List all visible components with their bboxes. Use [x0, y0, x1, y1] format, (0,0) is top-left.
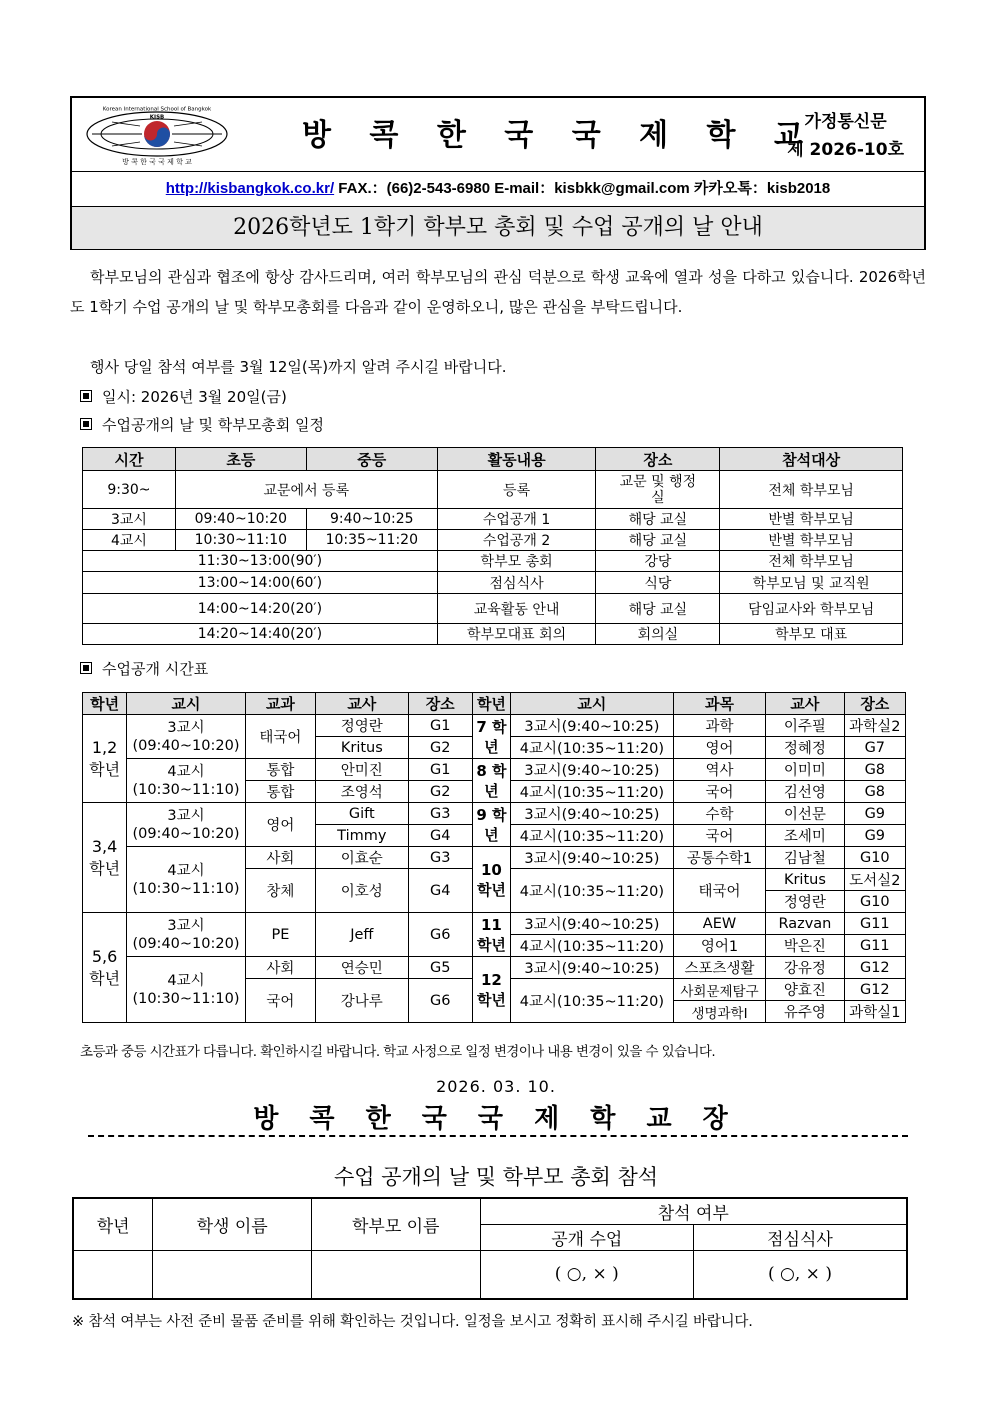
room-cell: G11 — [844, 935, 905, 957]
contact-info: FAX.：(66)2-543-6980 E-mail：kisbkk@gmail.com 카카오톡：kisb2018 — [334, 180, 831, 197]
header-cell: 교사 — [316, 693, 408, 715]
header-cell: 시간 — [83, 448, 176, 471]
header-cell: 초등 — [175, 448, 306, 471]
subject-cell: 사회문제탐구 — [673, 979, 765, 1001]
room-cell: G12 — [844, 979, 905, 1001]
header-cell: 교사 — [766, 693, 844, 715]
contact-row — [72, 172, 924, 207]
grade-cell: 9 학년 — [472, 803, 510, 847]
parent-name-header: 학부모 이름 — [311, 1198, 480, 1251]
teacher-cell: 박은진 — [766, 935, 844, 957]
time-cell: 11:30~13:00(90′) — [83, 551, 438, 572]
schedule-heading: 수업공개의 날 및 학부모총회 일정 — [102, 416, 324, 434]
grade-cell: 1,2 학년 — [83, 715, 127, 803]
grade-cell: 10 학년 — [472, 847, 510, 913]
teacher-cell: Kritus — [766, 869, 844, 891]
teacher-cell: 김선영 — [766, 781, 844, 803]
subject-cell: 영어 — [673, 737, 765, 759]
room-cell: G2 — [408, 737, 472, 759]
time-cell: 13:00~14:00(60′) — [83, 572, 438, 594]
period-cell: 4교시(10:35~11:20) — [511, 935, 674, 957]
teacher-cell: Kritus — [316, 737, 408, 759]
logo-text-bottom: 방 콕 한 국 국 제 학 교 — [122, 158, 192, 166]
elem-time-cell: 10:30~11:10 — [175, 530, 306, 551]
teacher-cell: 김남철 — [766, 847, 844, 869]
subject-cell: 태국어 — [245, 715, 315, 759]
newsletter-label-block — [787, 108, 904, 164]
letterhead — [70, 96, 926, 250]
subject-cell: 역사 — [673, 759, 765, 781]
period-cell: 4교시(10:35~11:20) — [511, 781, 674, 803]
target-cell: 전체 학부모님 — [720, 551, 903, 572]
room-cell: G5 — [408, 957, 472, 979]
room-cell: G7 — [844, 737, 905, 759]
elem-time-cell: 09:40~10:20 — [175, 509, 306, 530]
subject-cell: PE — [245, 913, 315, 957]
student-name-field[interactable] — [153, 1251, 312, 1299]
teacher-cell: 정혜정 — [766, 737, 844, 759]
teacher-cell: 조영석 — [316, 781, 408, 803]
teacher-cell: 정영란 — [316, 715, 408, 737]
teacher-cell: 이효순 — [316, 847, 408, 869]
period-cell: 3교시(9:40~10:25) — [511, 715, 674, 737]
timetable-heading: 수업공개 시간표 — [102, 660, 209, 678]
room-cell: 과학실2 — [844, 715, 905, 737]
header-cell: 과목 — [673, 693, 765, 715]
header-cell: 교시 — [127, 693, 246, 715]
target-cell: 담임교사와 학부모님 — [720, 594, 903, 624]
teacher-cell: Jeff — [316, 913, 408, 957]
issue-number: 제 2026-10호 — [787, 140, 904, 160]
footnote: ※ 참석 여부는 사전 준비 물품 준비를 위해 확인하는 것입니다. 일정을 보시고 정확히 표시해 주시길 바랍니다. — [72, 1314, 753, 1330]
subject-cell: 영어1 — [673, 935, 765, 957]
letterhead-top-row — [72, 98, 924, 172]
logo-text-mid: KISB — [149, 114, 165, 121]
subject-cell: 태국어 — [673, 869, 765, 913]
table-row — [83, 594, 903, 624]
square-bullet-icon — [80, 418, 92, 430]
teacher-cell: 강나루 — [316, 979, 408, 1023]
period-cell: 4교시 (10:30~11:10) — [127, 957, 246, 1023]
issue-date: 2026. 03. 10. — [436, 1077, 556, 1096]
mid-time-cell: 10:35~11:20 — [306, 530, 437, 551]
table-row — [83, 471, 903, 509]
header-cell: 학년 — [83, 693, 127, 715]
room-cell: G4 — [408, 869, 472, 913]
subject-cell: 사회 — [245, 957, 315, 979]
attendance-form-title: 수업 공개의 날 및 학부모 총회 참석 — [333, 1165, 659, 1189]
cut-line — [88, 1135, 908, 1137]
header-cell: 장소 — [844, 693, 905, 715]
subject-cell: 스포츠생활 — [673, 957, 765, 979]
teacher-cell: Razvan — [766, 913, 844, 935]
timetable-section-heading — [80, 659, 208, 679]
table-row — [83, 572, 903, 594]
place-cell: 식당 — [596, 572, 720, 594]
room-cell: G1 — [408, 759, 472, 781]
period-cell: 4교시 (10:30~11:10) — [127, 759, 246, 803]
activity-cell: 등록 — [437, 471, 596, 509]
timetable-header-row — [83, 693, 906, 715]
subject-cell: 영어 — [245, 803, 315, 847]
grade-cell: 8 학년 — [472, 759, 510, 803]
subject-cell: AEW — [673, 913, 765, 935]
lunch-choice[interactable]: ( ○, × ) — [693, 1251, 907, 1299]
website-link[interactable]: http://kisbangkok.co.kr/ — [165, 180, 335, 197]
period-cell: 4교시(10:35~11:20) — [511, 825, 674, 847]
time-cell: 14:20~14:40(20′) — [83, 624, 438, 645]
time-cell: 3교시 — [83, 509, 176, 530]
table-row — [83, 803, 906, 825]
table-row — [83, 715, 906, 737]
teacher-cell: 강유정 — [766, 957, 844, 979]
grade-cell: 3,4 학년 — [83, 803, 127, 913]
header-cell: 학년 — [472, 693, 510, 715]
room-cell: G8 — [844, 759, 905, 781]
period-cell: 3교시(9:40~10:25) — [511, 803, 674, 825]
table-row — [83, 530, 903, 551]
teacher-cell: 안미진 — [316, 759, 408, 781]
grade-cell: 11 학년 — [472, 913, 510, 957]
room-cell: G9 — [844, 803, 905, 825]
header-cell: 장소 — [596, 448, 720, 471]
attendance-header: 참석 여부 — [480, 1198, 907, 1225]
lunch-header: 점심식사 — [693, 1225, 907, 1251]
header-cell: 활동내용 — [437, 448, 596, 471]
activity-cell: 수업공개 1 — [437, 509, 596, 530]
grade-header: 학년 — [73, 1198, 153, 1251]
attendance-header-row — [73, 1198, 907, 1225]
room-cell: G8 — [844, 781, 905, 803]
teacher-cell: 이주필 — [766, 715, 844, 737]
target-cell: 반별 학부모님 — [720, 530, 903, 551]
subject-cell: 국어 — [673, 825, 765, 847]
school-logo-icon — [82, 104, 232, 166]
target-cell: 전체 학부모님 — [720, 471, 903, 509]
letter-title: 2026학년도 1학기 학부모 총회 및 수업 공개의 날 안내 — [72, 207, 924, 249]
teacher-cell: Timmy — [316, 825, 408, 847]
period-cell: 3교시(9:40~10:25) — [511, 913, 674, 935]
logo-text-top: Korean International School of Bangkok — [102, 106, 212, 113]
header-cell: 장소 — [408, 693, 472, 715]
place-cell: 강당 — [596, 551, 720, 572]
event-date: 일시: 2026년 3월 20일(금) — [102, 388, 287, 406]
attendance-entry-row — [73, 1251, 907, 1299]
table-row — [83, 957, 906, 979]
date-section — [80, 387, 287, 407]
schedule-note: 초등과 중등 시간표가 다릅니다. 확인하시길 바랍니다. 학교 사정으로 일정 변경이나 내용 변경이 있을 수 있습니다. — [80, 1044, 716, 1060]
target-cell: 학부모 대표 — [720, 624, 903, 645]
subject-cell: 통합 — [245, 759, 315, 781]
schedule-section-heading — [80, 415, 324, 435]
student-name-header: 학생 이름 — [153, 1198, 312, 1251]
time-cell: 9:30~ — [83, 471, 176, 509]
time-cell: 4교시 — [83, 530, 176, 551]
period-cell: 3교시 (09:40~10:20) — [127, 913, 246, 957]
grade-cell: 5,6 학년 — [83, 913, 127, 1023]
open-class-choice[interactable]: ( ○, × ) — [480, 1251, 693, 1299]
activity-cell: 학부모대표 회의 — [437, 624, 596, 645]
table-row — [83, 913, 906, 935]
table-row — [83, 551, 903, 572]
school-name: 방 콕 한 국 국 제 학 교 — [302, 118, 817, 153]
room-cell: G3 — [408, 847, 472, 869]
grade-field[interactable] — [73, 1251, 153, 1299]
timetable-table — [82, 692, 906, 1023]
place-cell: 해당 교실 — [596, 530, 720, 551]
target-cell: 반별 학부모님 — [720, 509, 903, 530]
attendance-form — [72, 1197, 908, 1300]
period-cell: 3교시(9:40~10:25) — [511, 957, 674, 979]
subject-cell: 공통수학1 — [673, 847, 765, 869]
teacher-cell: 연승민 — [316, 957, 408, 979]
newsletter-label: 가정통신문 — [804, 112, 887, 132]
activity-cell: 점심식사 — [437, 572, 596, 594]
grade-cell: 12 학년 — [472, 957, 510, 1023]
period-cell: 3교시 (09:40~10:20) — [127, 803, 246, 847]
period-cell: 3교시(9:40~10:25) — [511, 759, 674, 781]
grade-cell: 7 학년 — [472, 715, 510, 759]
room-cell: G10 — [844, 891, 905, 913]
teacher-cell: 이미미 — [766, 759, 844, 781]
period-cell: 3교시 (09:40~10:20) — [127, 715, 246, 759]
header-cell: 교시 — [511, 693, 674, 715]
teacher-cell: 조세미 — [766, 825, 844, 847]
rsvp-paragraph: 행사 당일 참석 여부를 3월 12일(목)까지 알려 주시길 바랍니다. — [90, 358, 507, 376]
schedule-header-row — [83, 448, 903, 471]
table-row — [83, 759, 906, 781]
teacher-cell: 정영란 — [766, 891, 844, 913]
table-row — [83, 847, 906, 869]
subject-cell: 국어 — [245, 979, 315, 1023]
place-cell: 해당 교실 — [596, 594, 720, 624]
subject-cell: 생명과학Ⅰ — [673, 1001, 765, 1023]
room-cell: G2 — [408, 781, 472, 803]
table-row — [83, 509, 903, 530]
principal-signature: 방 콕 한 국 국 제 학 교 장 — [253, 1104, 739, 1134]
subject-cell: 사회 — [245, 847, 315, 869]
period-cell: 4교시(10:35~11:20) — [511, 737, 674, 759]
teacher-cell: 이선문 — [766, 803, 844, 825]
square-bullet-icon — [80, 662, 92, 674]
place-cell: 교문 및 행정실 — [596, 471, 720, 509]
place-cell: 회의실 — [596, 624, 720, 645]
target-cell: 학부모님 및 교직원 — [720, 572, 903, 594]
period-cell: 4교시(10:35~11:20) — [511, 869, 674, 913]
mid-time-cell: 9:40~10:25 — [306, 509, 437, 530]
table-row — [83, 624, 903, 645]
open-class-header: 공개 수업 — [480, 1225, 693, 1251]
room-cell: G1 — [408, 715, 472, 737]
room-cell: 과학실1 — [844, 1001, 905, 1023]
room-cell: G3 — [408, 803, 472, 825]
subject-cell: 국어 — [673, 781, 765, 803]
room-cell: G10 — [844, 847, 905, 869]
activity-cell: 수업공개 2 — [437, 530, 596, 551]
period-cell: 3교시(9:40~10:25) — [511, 847, 674, 869]
schedule-table — [82, 447, 903, 645]
room-cell: G4 — [408, 825, 472, 847]
time-cell: 14:00~14:20(20′) — [83, 594, 438, 624]
period-cell: 4교시 (10:30~11:10) — [127, 847, 246, 913]
activity-cell: 학부모 총회 — [437, 551, 596, 572]
header-cell: 교과 — [245, 693, 315, 715]
room-cell: G6 — [408, 913, 472, 957]
period-cell: 4교시(10:35~11:20) — [511, 979, 674, 1023]
room-cell: G11 — [844, 913, 905, 935]
subject-cell: 과학 — [673, 715, 765, 737]
teacher-cell: Gift — [316, 803, 408, 825]
teacher-cell: 양효진 — [766, 979, 844, 1001]
subject-cell: 수학 — [673, 803, 765, 825]
room-cell: 도서실2 — [844, 869, 905, 891]
room-cell: G12 — [844, 957, 905, 979]
teacher-cell: 유주영 — [766, 1001, 844, 1023]
header-cell: 중등 — [306, 448, 437, 471]
parent-name-field[interactable] — [311, 1251, 480, 1299]
square-bullet-icon — [80, 390, 92, 402]
program-cell: 교문에서 등록 — [175, 471, 437, 509]
subject-cell: 통합 — [245, 781, 315, 803]
room-cell: G6 — [408, 979, 472, 1023]
room-cell: G9 — [844, 825, 905, 847]
teacher-cell: 이호성 — [316, 869, 408, 913]
intro-paragraph: 학부모님의 관심과 협조에 항상 감사드리며, 여러 학부모님의 관심 덕분으로 학생 교육에 열과 성을 다하고 있습니다. 2026학년도 1학기 수업 공개의 날 및 학부모총회를 다음과 같이 운영하오니, 많은 관심을 부탁드립니다. — [70, 268, 926, 316]
subject-cell: 창체 — [245, 869, 315, 913]
activity-cell: 교육활동 안내 — [437, 594, 596, 624]
header-cell: 참석대상 — [720, 448, 903, 471]
place-cell: 해당 교실 — [596, 509, 720, 530]
